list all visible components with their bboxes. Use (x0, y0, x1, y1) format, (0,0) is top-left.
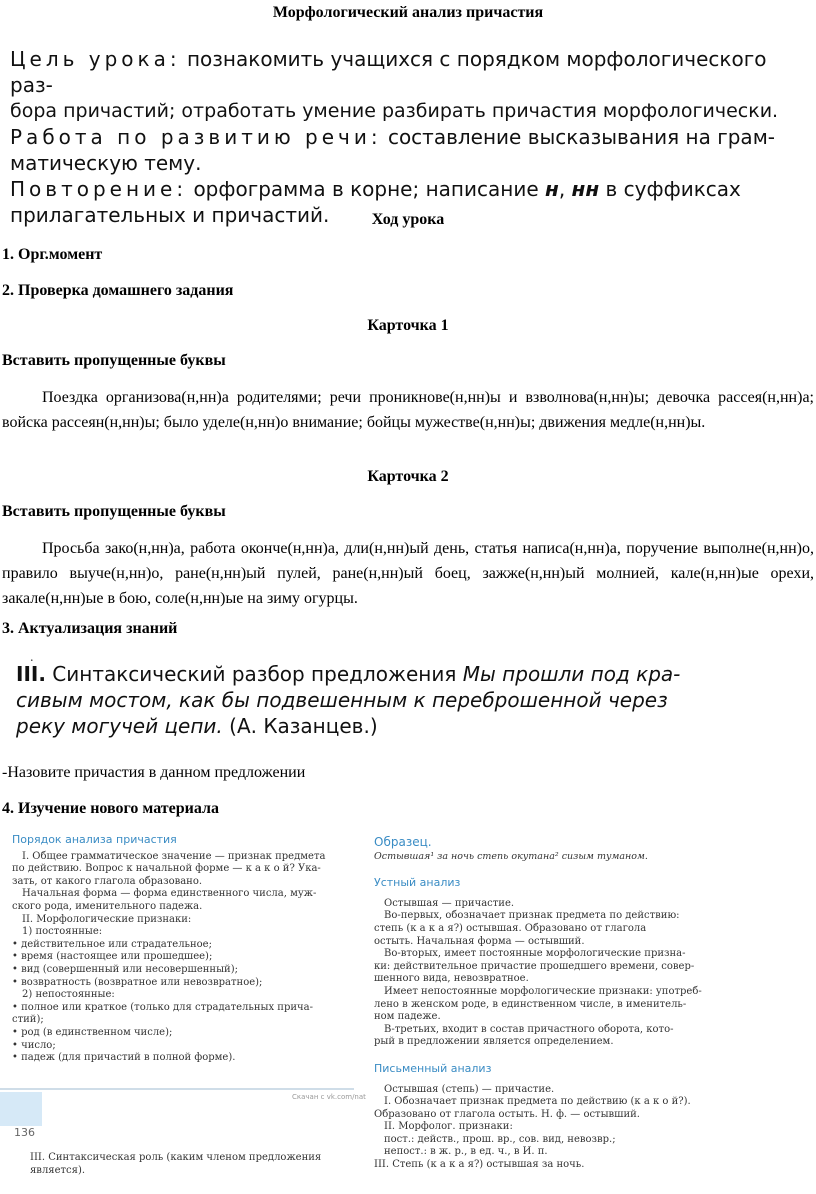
syntax-line-1 (16, 661, 812, 687)
syntax-line-3 (16, 713, 812, 739)
page-divider (0, 1088, 354, 1090)
analysis-order-line: по действию. Вопрос к начальной форме — к а к о й? Ука- (12, 863, 321, 875)
goal-line-2: бора причастий; отработать умение разбирать причастия морфологически. (10, 100, 779, 122)
card-2-text: Просьба зако(н,нн)а, работа оконче(н,нн)а, дли(н,нн)ый день, статья написа(н,нн)а, поручение выполне(н,нн)о, правило выуче(н,нн)о, ране(н,нн)ый пулей, ране(н,нн)ый боец, зажже(н,нн)ый молнией, кале(н,нн)ые орехи, закале(н,нн)ые в бою, соле(н,нн)ые на зиму огурцы. (2, 540, 814, 607)
section-1-heading: 1. Орг.момент (2, 246, 103, 263)
analysis-order-line: • полное или краткое (только для страдательных прича- (12, 1001, 313, 1013)
watermark: Скачан с vk.com/nat (292, 1093, 366, 1101)
written-analysis-line: III. Степь (к а к а я?) остывшая за ночь. (374, 1159, 585, 1171)
analysis-order-line: • падеж (для причастий в полной форме). (12, 1052, 236, 1064)
syntax-author: (А. Казанцев.) (229, 714, 378, 738)
analysis-order-line: Начальная форма — форма единственного числа, муж- (22, 888, 317, 900)
analysis-order-line: • род (в единственном числе); (12, 1026, 173, 1038)
written-analysis-line: I. Обозначает признак предмета по действию (к а к о й?). (384, 1096, 691, 1108)
oral-analysis-line: остыть. Начальная форма — остывший. (374, 935, 585, 947)
textbook-right-panel (374, 836, 754, 1172)
analysis-order-line: • число; (12, 1039, 56, 1051)
syntax-task-text: Синтаксический разбор предложения (52, 662, 457, 686)
syntactic-role-note (30, 1152, 360, 1177)
oral-analysis-line: Остывшая — причастие. (384, 897, 515, 909)
speech-line-2: матическую тему. (10, 151, 202, 175)
sample-heading: Образец. (374, 835, 432, 849)
card-2-task: Вставить пропущенные буквы (2, 503, 226, 520)
speech-line-1 (10, 124, 810, 150)
page-title: Морфологический анализ причастия (272, 4, 544, 21)
oral-analysis-line: лено в женском роде, в единственном числе, в именитель- (374, 998, 687, 1010)
oral-analysis-line: рый в предложении является определением. (374, 1036, 614, 1048)
written-analysis-text (374, 1084, 754, 1172)
goal-line-1 (10, 46, 810, 98)
analysis-order-line: II. Морфологические признаки: (22, 913, 192, 925)
written-analysis-line: Образовано от глагола остыть. Н. ф. — остывший. (374, 1108, 640, 1120)
lesson-goals (10, 46, 810, 228)
syntax-sentence-end: реку могучей цепи. (16, 714, 223, 738)
lesson-heading: Ход урока (371, 211, 445, 228)
oral-analysis-line: шенного вида, невозвратное. (374, 973, 529, 985)
analysis-order-line: • вид (совершенный или несовершенный); (12, 963, 238, 975)
page-number: 136 (14, 1126, 35, 1139)
analysis-order-line: стий); (12, 1014, 44, 1026)
analysis-order-list (12, 851, 362, 1065)
section-3-heading: 3. Актуализация знаний (2, 620, 178, 637)
card-2-title: Карточка 2 (367, 468, 449, 485)
suffix-n: н (544, 177, 559, 201)
analysis-order-line: 2) непостоянные: (22, 989, 115, 1001)
repeat-line-1 (10, 176, 810, 202)
page-tab (0, 1092, 42, 1126)
repeat-line-2: прилагательных и причастий. (10, 203, 330, 227)
analysis-order-line: ского рода, именительного падежа. (12, 900, 203, 912)
analysis-order-line: 1) постоянные: (22, 926, 103, 938)
scan-dot: . (30, 650, 34, 665)
oral-analysis-line: ки: действительное причастие прошедшего времени, совер- (374, 960, 695, 972)
oral-analysis-line: степь (к а к а я?) остывшая. Образовано от глагола (374, 922, 647, 934)
analysis-order-line: • возвратность (возвратное или невозвратное); (12, 976, 263, 988)
speech-label: Работа по развитию речи: (10, 125, 382, 149)
analysis-order-heading: Порядок анализа причастия (12, 833, 177, 846)
analysis-order-line: I. Общее грамматическое значение — признак предмета (22, 850, 326, 862)
oral-analysis-text (374, 898, 754, 1049)
oral-analysis-line: Во-вторых, имеет постоянные морфологические призна- (384, 948, 686, 960)
written-analysis-heading: Письменный анализ (374, 1061, 492, 1075)
oral-analysis-line: ном падеже. (374, 1011, 441, 1023)
goal-label: Цель урока: (10, 47, 181, 71)
task-number: III. (16, 662, 46, 686)
written-analysis-line: непост.: в ж. р., в ед. ч., в И. п. (384, 1146, 548, 1158)
oral-analysis-heading: Устный анализ (374, 876, 461, 890)
syntax-sentence-1: Мы прошли под кра- (462, 662, 681, 686)
analysis-order-line: • действительное или страдательное; (12, 938, 212, 950)
card-1-title: Карточка 1 (367, 317, 449, 334)
written-analysis-line: Остывшая (степь) — причастие. (384, 1083, 555, 1095)
suffix-nn: нн (571, 177, 600, 201)
syntactic-role-line-1: III. Синтаксическая роль (каким членом предложения (30, 1152, 322, 1163)
repeat-comma: , (558, 177, 566, 201)
oral-analysis-line: Имеет непостоянные морфологические признаки: употреб- (384, 985, 702, 997)
textbook-left-panel (12, 834, 362, 1065)
syntax-task (16, 661, 812, 739)
card-1-text: Поездка организова(н,нн)а родителями; речи проникнове(н,нн)ы и взволнова(н,нн)ы; девочка рассея(н,нн)а; войска рассеян(н,нн)ы; было уделе(н,нн)о внимание; бойцы мужестве(н,нн)ы; движения медле(н,нн)ы. (2, 389, 814, 431)
analysis-order-line: зать, от какого глагола образовано. (12, 875, 203, 887)
section-4-heading: 4. Изучение нового материала (2, 800, 219, 817)
card-1-task: Вставить пропущенные буквы (2, 352, 226, 369)
repeat-text-1: орфограмма в корне; написание (193, 177, 539, 201)
repeat-text-1b: в суффиксах (605, 177, 741, 201)
syntactic-role-line-2: является). (30, 1164, 86, 1176)
syntax-line-2: сивым мостом, как бы подвешенным к переброшенной через (16, 688, 668, 712)
sample-sentence: Остывшая¹ за ночь степь окутана² сизым туманом. (374, 850, 648, 862)
section-2-heading: 2. Проверка домашнего задания (2, 282, 234, 299)
question-text: -Назовите причастия в данном предложении (2, 764, 306, 781)
oral-analysis-line: Во-первых, обозначает признак предмета по действию: (384, 910, 680, 922)
written-analysis-line: пост.: действ., прош. вр., сов. вид, невозвр.; (384, 1133, 616, 1145)
speech-text-1: составление высказывания на грам- (387, 125, 775, 149)
analysis-order-line: • время (настоящее или прошедшее); (12, 951, 213, 963)
goal-text-1: познакомить учащихся с порядком морфологического раз- (10, 47, 767, 97)
written-analysis-line: II. Морфолог. признаки: (384, 1121, 513, 1133)
repeat-label: Повторение: (10, 177, 188, 201)
oral-analysis-line: В-третьих, входит в состав причастного оборота, кото- (384, 1023, 674, 1035)
